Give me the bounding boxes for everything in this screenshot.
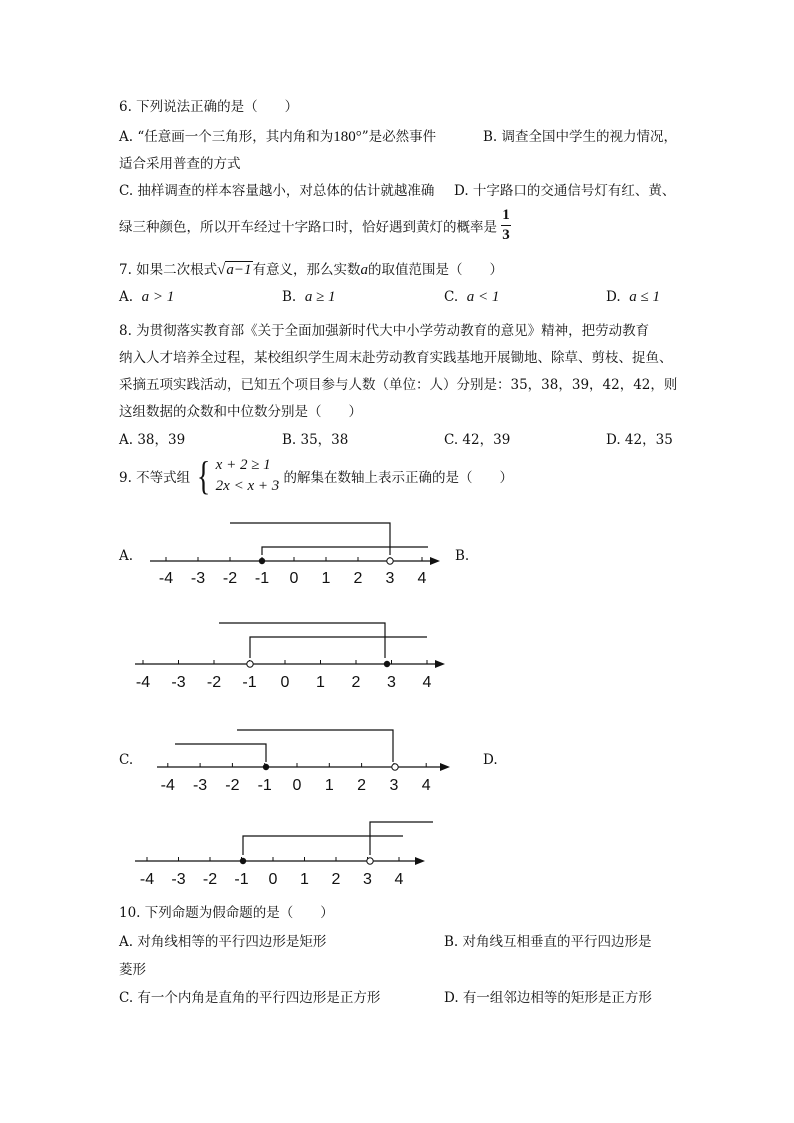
tick-label: -1 (257, 777, 272, 794)
solid-dot (240, 858, 246, 864)
number-line-a (140, 515, 450, 595)
q7-stem-post: 的取值范围是（ ） (368, 262, 504, 278)
tick-label: 4 (417, 570, 427, 587)
q8-line3: 采摘五项实践活动，已知五个项目参与人数（单位：人）分别是：35，38，39，42，42，则 (119, 377, 678, 393)
tick-label: 4 (422, 674, 432, 691)
q7-variable: a (360, 262, 369, 278)
solid-dot (384, 661, 390, 667)
q7-stem-pre: 7. 如果二次根式 (119, 262, 218, 278)
hollow-dot (392, 764, 398, 770)
solution-bracket-right (250, 637, 427, 658)
fraction-denominator: 3 (502, 227, 510, 243)
tick-label: -1 (242, 674, 257, 691)
tick-label: 2 (351, 674, 361, 691)
solution-bracket-left (243, 836, 403, 855)
arrow-head (430, 557, 440, 565)
tick-label: 1 (300, 871, 309, 888)
q7-option-d-expr: a ≤ 1 (629, 289, 660, 305)
solution-bracket-left (175, 744, 266, 762)
tick-label: 3 (389, 777, 399, 794)
q6-option-b-line2: 适合采用普查的方式 (119, 156, 241, 172)
q10-stem: 10. 下列命题为假命题的是（ ） (119, 905, 334, 921)
q6-option-d-line1: D. 十字路口的交通信号灯有红、黄、 (454, 183, 676, 199)
inequality-2: 2x < x + 3 (215, 478, 280, 494)
tick-label: 1 (324, 777, 334, 794)
q8-option-b: B. 35，38 (282, 432, 349, 448)
tick-label: 4 (394, 871, 404, 888)
solution-bracket-right (262, 547, 428, 555)
tick-label: -2 (225, 777, 240, 794)
q8-line1: 8. 为贯彻落实教育部《关于全面加强新时代大中小学劳动教育的意见》精神，把劳动教育 (119, 323, 650, 339)
tick-label: 0 (292, 777, 302, 794)
q7-option-d-label: D. (606, 289, 621, 305)
q10-option-a: A. 对角线相等的平行四边形是矩形 (119, 934, 327, 950)
q7-option-c (444, 289, 499, 306)
q6-option-a-text1: A. “任意画一个三角形，其内角和为 (119, 129, 334, 145)
left-brace: { (197, 453, 211, 498)
q7-option-c-label: C. (444, 289, 459, 305)
q9-stem (119, 455, 513, 497)
tick-label: -3 (190, 570, 206, 587)
arrow-head (435, 660, 445, 668)
hollow-dot (367, 858, 373, 864)
number-line-d (125, 815, 445, 895)
q8-option-d: D. 42，35 (606, 432, 673, 448)
tick-label: -2 (222, 570, 238, 587)
solid-dot (263, 764, 269, 770)
hollow-dot (387, 558, 393, 564)
tick-label: -3 (171, 674, 186, 691)
fraction-numerator: 1 (501, 208, 511, 226)
solution-bracket-right (237, 730, 393, 762)
tick-label: -4 (139, 871, 155, 888)
q7-option-c-expr: a < 1 (466, 289, 500, 305)
solution-bracket-right (370, 822, 433, 855)
q10-option-d: D. 有一组邻边相等的矩形是正方形 (444, 990, 652, 1006)
tick-label: -2 (202, 871, 218, 888)
q9-option-d-label: D. (483, 752, 498, 768)
tick-label: -1 (234, 871, 249, 888)
tick-label: -4 (160, 777, 175, 794)
q8-line4: 这组数据的众数和中位数分别是（ ） (119, 404, 362, 420)
q6-stem: 6. 下列说法正确的是（ ） (119, 99, 299, 115)
number-line-b (125, 615, 455, 695)
tick-label: -3 (192, 777, 208, 794)
q9-stem-pre: 9. 不等式组 (119, 470, 191, 486)
tick-label: -3 (171, 871, 186, 888)
arrow-head (440, 763, 450, 771)
q6-option-d-line2 (119, 208, 511, 243)
q10-option-c: C. 有一个内角是直角的平行四边形是正方形 (119, 990, 381, 1006)
tick-label: 2 (331, 871, 341, 888)
radicand: a−1 (226, 262, 252, 278)
q7-option-b (282, 289, 336, 306)
q8-line2: 纳入人才培养全过程，某校组织学生周末赴劳动教育实践基地开展锄地、除草、剪枝、捉鱼、 (119, 350, 673, 366)
q7-option-b-label: B. (282, 289, 297, 305)
tick-label: 0 (268, 871, 278, 888)
tick-label: 1 (321, 570, 331, 587)
hollow-dot (247, 661, 253, 667)
tick-label: 2 (357, 777, 367, 794)
q6-option-d-text: 绿三种颜色，所以开车经过十字路口时，恰好遇到黄灯的概率是 (119, 219, 497, 236)
inequality-1: x + 2 ≥ 1 (215, 457, 271, 473)
q6-option-c: C. 抽样调查的样本容量越小，对总体的估计就越准确 (119, 183, 435, 199)
q7-option-a-label: A. (119, 289, 134, 305)
q7-option-d (606, 289, 660, 306)
q7-stem (119, 258, 503, 279)
tick-label: 0 (289, 570, 299, 587)
tick-label: -4 (135, 674, 151, 691)
tick-label: 1 (316, 674, 325, 691)
q7-option-a-expr: a > 1 (141, 289, 175, 305)
q7-option-a (119, 289, 174, 306)
tick-label: 3 (363, 871, 372, 888)
q9-option-c-label: C. (119, 752, 134, 768)
tick-label: -1 (254, 570, 270, 587)
q6-option-a-text2: ”是必然事件 (361, 129, 437, 145)
q6-option-a-value: 180° (333, 129, 362, 145)
sqrt-expression: √a−1 (217, 262, 252, 278)
q8-option-a: A. 38，39 (119, 432, 186, 448)
number-line-c (145, 720, 460, 800)
solution-bracket-left (219, 623, 385, 658)
probability-fraction (501, 208, 511, 243)
q9-option-a-label: A. (119, 548, 134, 564)
inequality-system (194, 455, 279, 497)
tick-label: -2 (206, 674, 222, 691)
tick-label: 2 (353, 570, 363, 587)
q10-option-b-line1: B. 对角线互相垂直的平行四边形是 (444, 934, 652, 950)
solution-bracket-left (230, 523, 390, 555)
q6-option-b-line1: B. 调查全国中学生的视力情况， (483, 129, 678, 145)
tick-label: 0 (280, 674, 290, 691)
tick-label: 3 (387, 674, 396, 691)
q7-option-b-expr: a ≥ 1 (304, 289, 336, 305)
tick-label: 3 (385, 570, 395, 587)
solid-dot (259, 558, 265, 564)
q9-option-b-label: B. (455, 548, 470, 564)
q7-stem-mid: 有意义，那么实数 (252, 262, 361, 278)
q6-option-a (119, 125, 436, 146)
q9-stem-post: 的解集在数轴上表示正确的是（ ） (283, 470, 514, 486)
q8-option-c: C. 42，39 (444, 432, 511, 448)
tick-label: -4 (158, 570, 174, 587)
q10-option-b-line2: 菱形 (119, 962, 146, 978)
arrow-head (415, 857, 425, 865)
tick-label: 4 (421, 777, 431, 794)
